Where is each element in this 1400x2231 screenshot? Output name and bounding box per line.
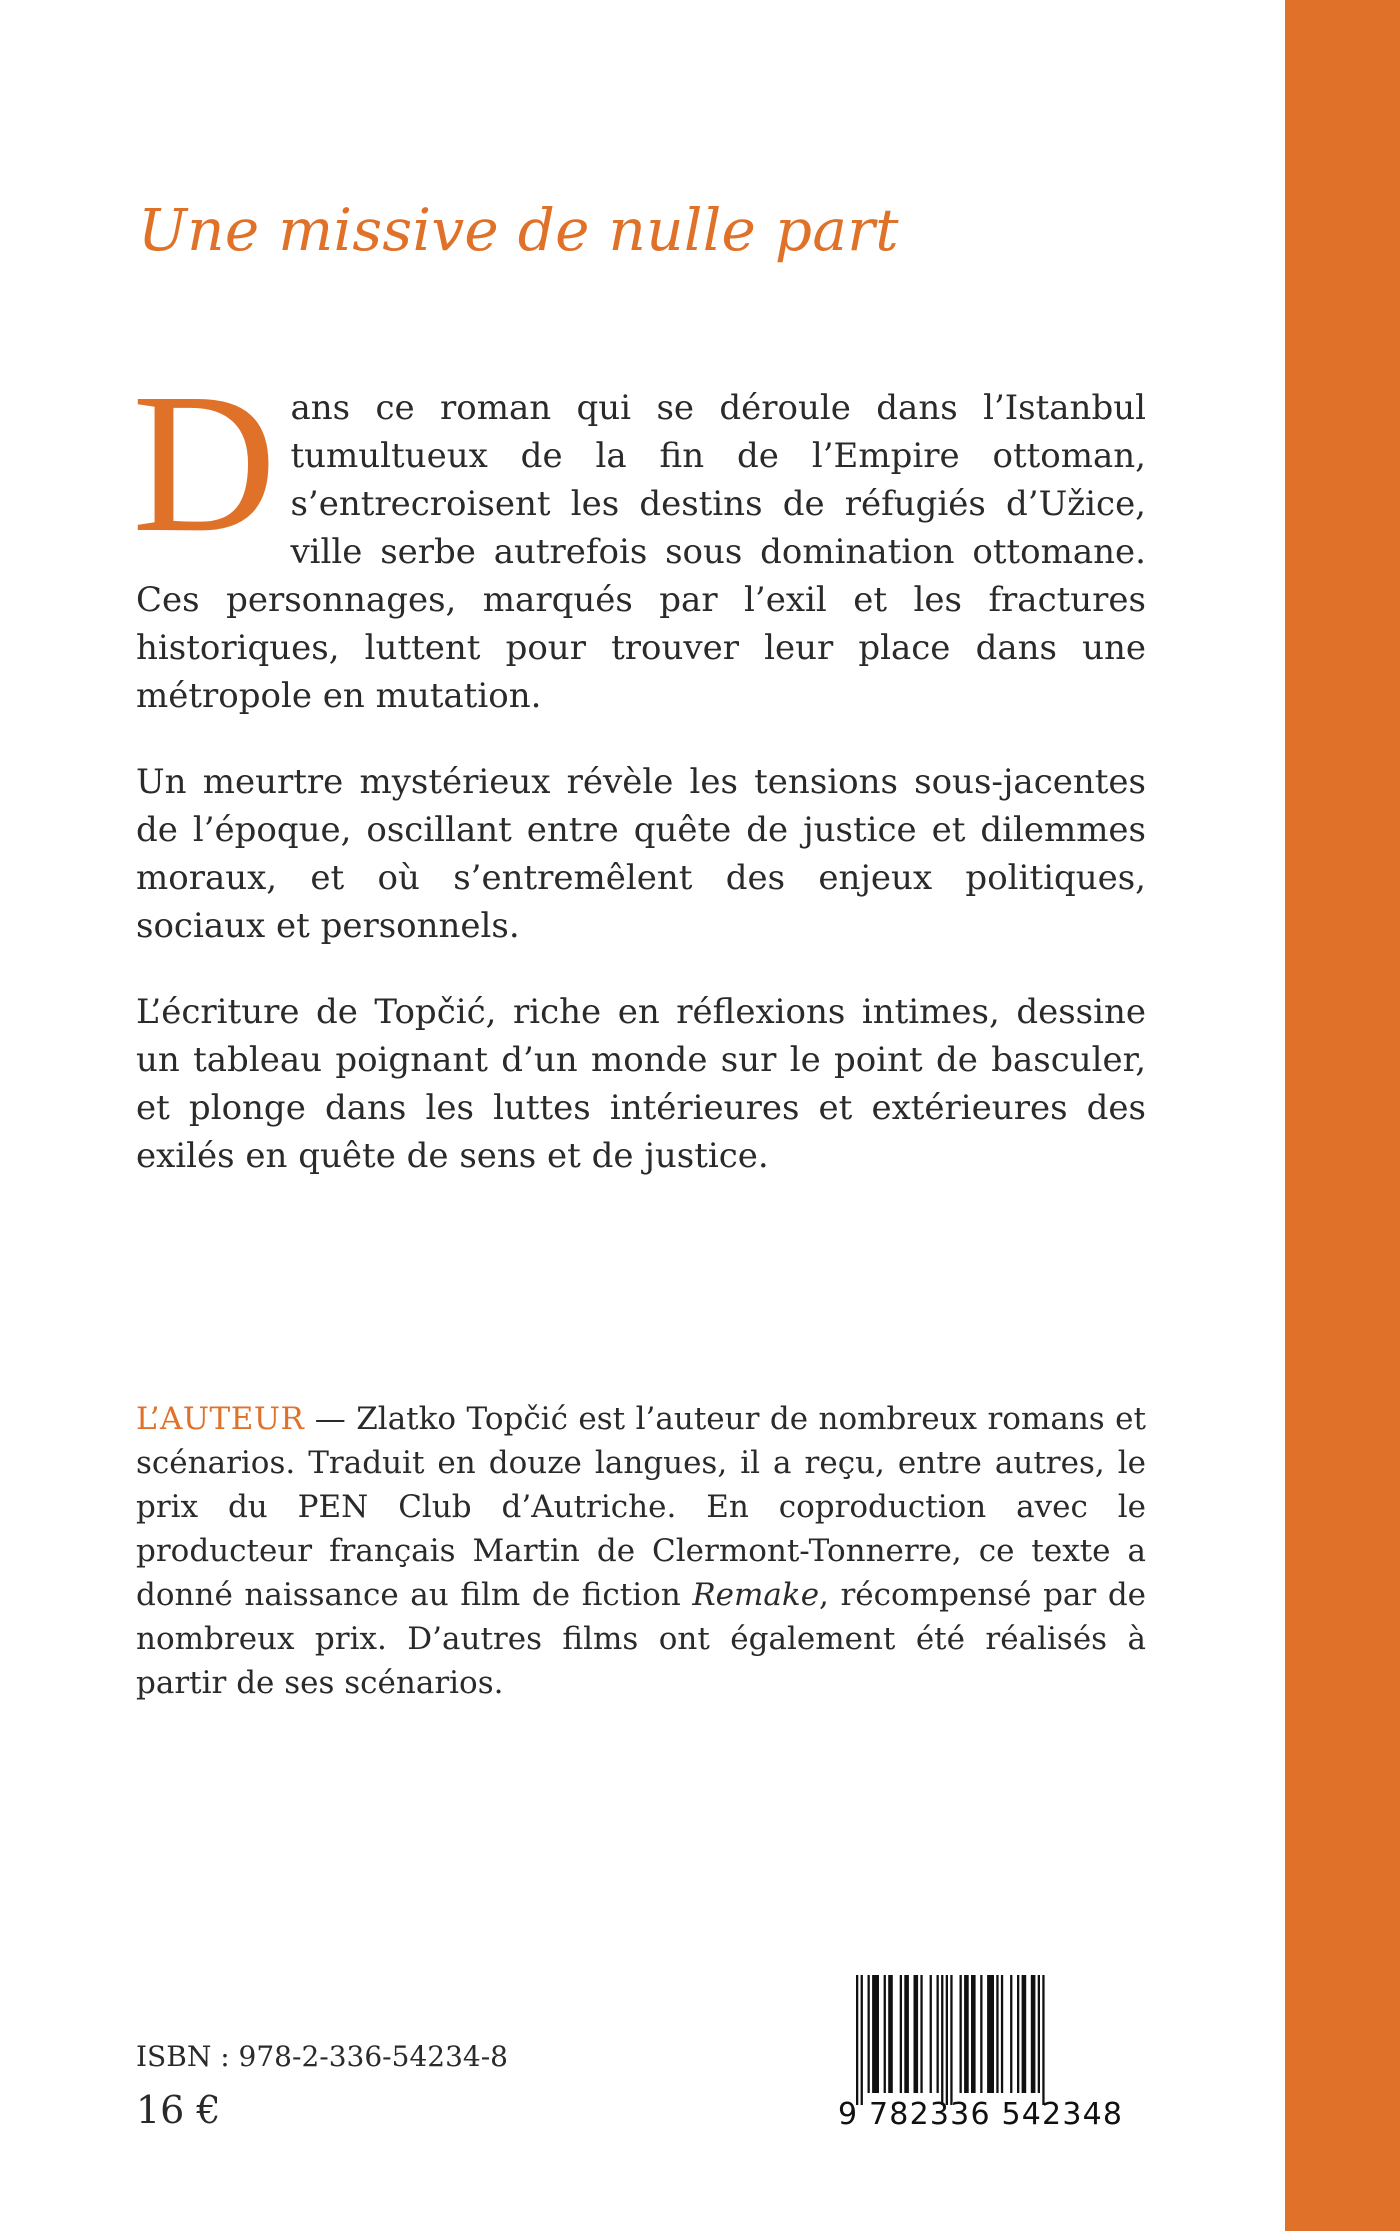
isbn: ISBN : 978-2-336-54234-8 (136, 2040, 508, 2073)
author-label: L’AUTEUR (136, 1401, 305, 1437)
barcode-bar (904, 1975, 909, 2093)
barcode-bar (1017, 1975, 1019, 2093)
barcode-bar (996, 1975, 998, 2093)
barcode-bar (914, 1975, 919, 2093)
barcode-bar (1038, 1975, 1040, 2093)
film-title: Remake (692, 1577, 820, 1613)
barcode-bar (937, 1975, 939, 2093)
barcode-bar (987, 1975, 994, 2093)
author-dash: — (304, 1401, 357, 1437)
barcode-bar (971, 1975, 976, 2093)
barcode-bar (930, 1975, 932, 2093)
orange-side-band (1285, 0, 1400, 2231)
barcode-bar (872, 1975, 879, 2093)
blurb (132, 353, 1146, 1218)
barcode-bar (960, 1975, 962, 2093)
barcode-bar (888, 1975, 893, 2093)
book-title: Une missive de nulle part (138, 196, 899, 264)
author-bio (136, 1397, 1146, 1705)
barcode-bar (1022, 1975, 1027, 2093)
blurb-paragraph-1 (132, 353, 1146, 720)
barcode-bar (1010, 1975, 1012, 2093)
barcode-bars (856, 1975, 1146, 2105)
barcode-bar (1001, 1975, 1003, 2093)
author-bio-text-1: Zlatko Topčić est l’auteur de nombreux romans et scénarios. Traduit en douze langues, il a reçu, entre autres, le prix du PEN Club d’Autriche. En coproduction avec le producteur français Martin de Clermont-Tonnerre, ce texte a donné naissance au film de fiction (136, 1401, 1146, 1613)
barcode-bar (964, 1975, 969, 2093)
barcode-bar (946, 1975, 948, 2105)
barcode-bar (884, 1975, 886, 2093)
barcode-bar (1042, 1975, 1044, 2105)
blurb-paragraph-1-text: ans ce roman qui se déroule dans l’Istanbul tumultueux de la fin de l’Empire ottoman, s’entrecroisent les destins de réfugiés d’Užice, ville serbe autrefois sous domination ottomane. Ces personnages, marqués par l’exil et les fractures historiques, luttent pour trouver leur place dans une métropole en mutation. (136, 388, 1146, 716)
barcode-bar (980, 1975, 982, 2093)
barcode-bar (920, 1975, 922, 2093)
barcode-bar (868, 1975, 870, 2093)
blurb-paragraph-2: Un meurtre mystérieux révèle les tensions sous-jacentes de l’époque, oscillant entre quête de justice et dilemmes moraux, et où s’entremêlent des enjeux politiques, sociaux et personnels. (136, 762, 1146, 946)
dropcap-letter: D (132, 353, 277, 574)
barcode-bar (941, 1975, 943, 2105)
author-bio-text-2: , récompensé par de nombreux prix. D’autres films ont également été réalisés à partir de ses scénarios. (136, 1577, 1147, 1701)
blurb-paragraph-3: L’écriture de Topčić, riche en réflexions intimes, dessine un tableau poignant d’un monde sur le point de basculer, et plonge dans les luttes intérieures et extérieures des exilés en quête de sens et de justice. (136, 992, 1146, 1176)
barcode-bar (950, 1975, 952, 2105)
barcode-bar (900, 1975, 902, 2093)
price: 16 € (136, 2088, 221, 2132)
barcode-bar (856, 1975, 858, 2105)
barcode (838, 1975, 1150, 2135)
barcode-digits: 9 782336 542348 (838, 2097, 1124, 2132)
barcode-bar (861, 1975, 863, 2105)
barcode-bar (1031, 1975, 1036, 2093)
